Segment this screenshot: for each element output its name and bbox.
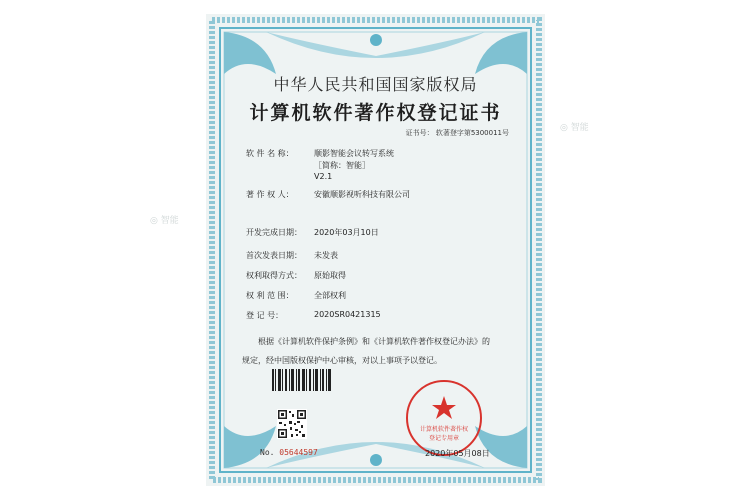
shield-icon: ◎ <box>560 123 568 133</box>
watermark-text: 智能 <box>160 216 179 226</box>
field-label: 著 作 权 人： <box>246 190 294 199</box>
field-publish-date <box>246 250 338 261</box>
field-value: 未发表 <box>314 251 338 260</box>
field-copyright-owner <box>246 189 410 200</box>
field-value: 原始取得 <box>314 271 346 280</box>
field-value: 顺影智能会议转写系统 <box>314 149 394 158</box>
field-rights-scope <box>246 290 346 301</box>
field-value: 2020年03月10日 <box>314 228 379 237</box>
field-label: 登 记 号： <box>246 311 284 320</box>
certificate-title: 计算机软件著作权登记证书 <box>249 102 502 124</box>
issue-date: 2020年05月08日 <box>425 449 490 458</box>
field-value: ［简称：智能］ <box>314 161 370 170</box>
field-label: 软 件 名 称： <box>246 149 294 158</box>
serial-number <box>260 448 318 457</box>
field-software-name <box>246 148 394 159</box>
official-seal <box>404 378 484 458</box>
shield-icon: ◎ <box>150 216 158 226</box>
field-version <box>246 172 333 181</box>
field-short-name <box>246 160 370 170</box>
qr-code-image <box>277 409 307 439</box>
field-value: 全部权利 <box>314 291 346 300</box>
legal-paragraph-line2: 规定，经中国版权保护中心审核，对以上事项予以登记。 <box>242 356 442 365</box>
serial-value: 05644597 <box>279 448 318 457</box>
field-value: 2020SR0421315 <box>314 310 381 319</box>
barcode-image <box>272 369 332 391</box>
seal-text-line1: 计算机软件著作权 <box>419 426 468 433</box>
watermark-right <box>560 120 589 133</box>
field-label: 权利取得方式： <box>246 271 302 280</box>
field-completion-date <box>246 227 379 238</box>
field-value: 安徽顺影视听科技有限公司 <box>314 190 410 199</box>
certificate-content <box>206 14 545 486</box>
seal-ring <box>404 378 484 458</box>
field-label: 首次发表日期： <box>246 251 302 260</box>
watermark-text: 智能 <box>570 123 589 133</box>
seal-text-line2: 登记专用章 <box>428 435 459 442</box>
certificate-number: 证书号： 软著登字第5300011号 <box>405 129 509 137</box>
watermark-left <box>150 213 179 226</box>
serial-prefix: No. <box>260 448 275 457</box>
field-label: 权 利 范 围： <box>246 291 294 300</box>
field-registration-number <box>246 310 381 321</box>
legal-paragraph-line1: 根据《计算机软件保护条例》和《计算机软件著作权登记办法》的 <box>258 337 490 346</box>
issuer-title: 中华人民共和国国家版权局 <box>273 75 478 94</box>
field-acquisition-method <box>246 270 346 281</box>
field-label: 开发完成日期： <box>246 228 302 237</box>
field-value: V2.1 <box>314 172 333 181</box>
